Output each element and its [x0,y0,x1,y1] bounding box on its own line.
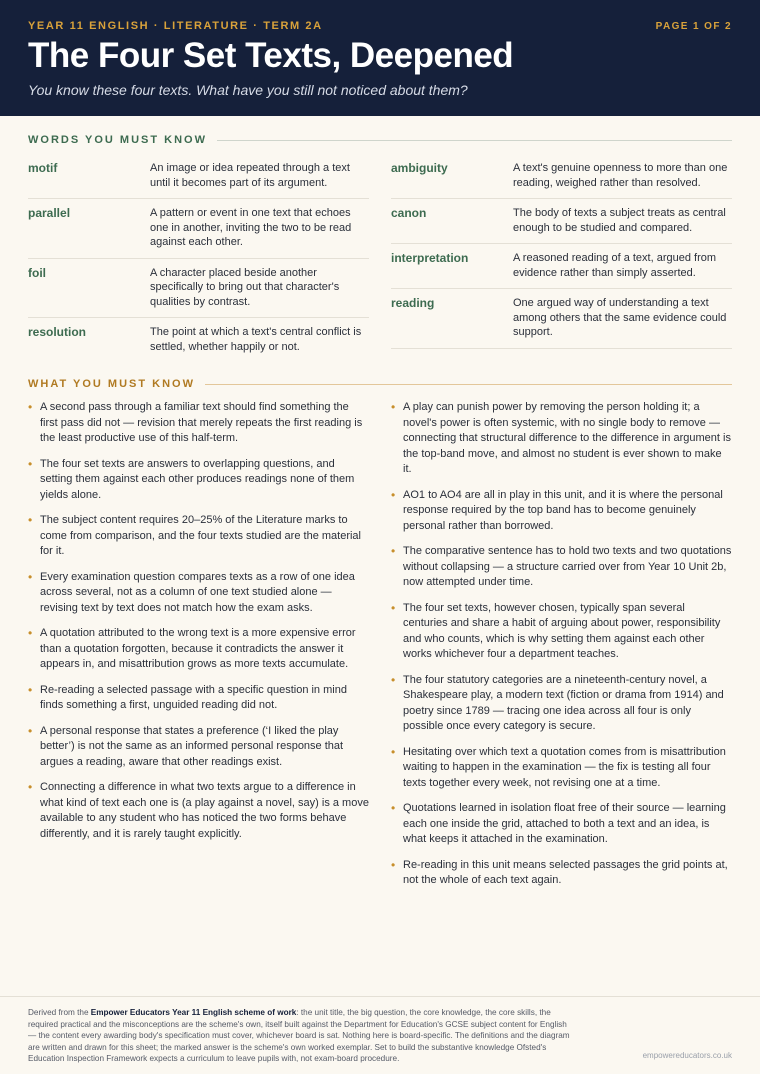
glossary-column-left [28,154,369,362]
glossary-item [391,244,732,289]
bullet-dot-icon: • [28,513,33,527]
page-number: PAGE 1 OF 2 [655,21,732,32]
knowledge-text: The subject content requires 20–25% of the Literature marks to come from comparison, and the four texts studied are the material for it. [40,514,361,557]
know-section-heading [0,378,760,390]
knowledge-point [391,488,732,535]
knowledge-text: A quotation attributed to the wrong text is a more expensive error than a quotation forgotten, because it contradicts the answer it appears in, and misattribution grows as more texts accumulate. [40,627,356,670]
glossary-definition: The body of texts a subject treats as central enough to be studied and compared. [513,207,726,234]
glossary-item [391,154,732,199]
knowledge-text: A personal response that states a preference (‘I liked the play better’) is not the same as an informed personal response that argues a reading, aware that other readings exist. [40,724,344,768]
knowledge-point [28,513,369,560]
bullet-dot-icon: • [391,672,396,687]
knowledge-point [28,724,369,771]
knowledge-text: A second pass through a familiar text should find something the first pass did not — revision that merely repeats the first reading is the least productive use of this half-term. [40,401,363,444]
knowledge-point [391,400,732,478]
knowledge-text: Re-reading a selected passage with a specific question in mind finds something a first, unguided reading did not. [40,683,347,711]
glossary-term: interpretation [391,251,469,265]
knowledge-point [28,457,369,504]
knowledge-text: Connecting a difference in what two texts argue to a difference in what kind of text each one is (a play against a novel, say) is a move available to any student who has noticed the two forms behave differently, and it is rarely taught explicitly. [40,781,369,840]
knowledge-text: The comparative sentence has to hold two texts and two quotations without collapsing — a structure carried over from Year 10 Unit 2b, now attempted under time. [403,545,732,588]
knowledge-point [391,544,732,591]
glossary-term: resolution [28,325,87,339]
knowledge-text: Re-reading in this unit means selected passages the grid points at, not the whole of each text again. [403,858,728,886]
bullet-dot-icon: • [28,682,33,697]
glossary-term: ambiguity [391,161,448,175]
knowledge-point [28,626,369,673]
glossary-term: parallel [28,206,71,220]
bullet-dot-icon: • [391,744,396,759]
bullet-dot-icon: • [391,801,396,815]
bullet-dot-icon: • [28,400,33,414]
glossary-term: foil [28,265,46,280]
glossary [0,154,760,362]
glossary-term: canon [391,206,427,220]
knowledge-column-right [391,400,732,899]
source-note [28,1007,573,1065]
knowledge-point [391,858,732,889]
knowledge-point [28,683,369,714]
glossary-term: reading [391,296,435,310]
knowledge-text: The four set texts are answers to overlapping questions, and setting them against each other produces readings none of them yields alone. [40,457,355,501]
glossary-definition: A reasoned reading of a text, argued from evidence rather than simply asserted. [513,252,717,279]
bullet-dot-icon: • [28,626,33,640]
site-url: empowereducators.co.uk [642,1051,732,1060]
knowledge-point [28,570,369,617]
knowledge-text: Quotations learned in isolation float free of their source — learning each one inside the grid, attached to both a text and an idea, is what keeps it attached in the examination. [403,802,726,845]
page-header [0,0,760,116]
bullet-dot-icon: • [391,487,396,502]
bullet-dot-icon: • [28,723,33,738]
knowledge-point [391,801,732,848]
knowledge-text: The four statutory categories are a nineteenth-century novel, a Shakespeare play, a modern text (fiction or drama from 1914) and poetry since 1789 — tracing one idea across all four is only possible once every category is secure. [403,673,724,732]
section-divider [205,384,732,385]
glossary-definition: One argued way of understanding a text among others that the same evidence could support. [513,297,727,338]
knowledge-point [391,601,732,663]
bullet-dot-icon: • [391,400,396,414]
page-subtitle: You know these four texts. What have you still not noticed about them? [28,82,468,98]
section-divider [217,140,732,141]
glossary-definition: A pattern or event in one text that echoes one in another, inviting the two to be read against each other. [150,207,352,248]
knowledge-point [28,780,369,842]
knowledge-text: Every examination question compares texts as a row of one idea across several, not as a column of one text studied alone — revising text by text does not match how the exam asks. [40,570,355,614]
source-note-body: : the unit title, the big question, the core knowledge, the core skills, the required practical and the misconceptions are the scheme's own, itself built against the Department for Education's GCSE subject content for English — the content every awarding body's specification must cover, whichever board is sat. Nothing here is board-specific. The definitions and the diagram are written and drawn for this sheet; the marked answer is the scheme's own worked exemplar. Set to build the substantive knowledge Ofsted's Education Inspection Framework expects a curriculum to leave pupils with, not exam-board procedure. [28,1008,570,1063]
bullet-dot-icon: • [391,857,396,872]
glossary-item [28,318,369,362]
glossary-definition: The point at which a text's central conflict is settled, whether happily or not. [150,326,362,353]
knowledge-text: The four set texts, however chosen, typically span several centuries and share a habit of arguing about power, responsibility and who counts, which is why setting them against each other works whichever four a department teaches. [403,601,721,660]
glossary-definition: A character placed beside another specifically to bring out that character's qualities by contrast. [150,266,340,308]
bullet-dot-icon: • [391,544,396,558]
knowledge-point [391,673,732,735]
glossary-definition: A text's genuine openness to more than one reading, weighed rather than resolved. [513,162,728,189]
knowledge-text: AO1 to AO4 are all in play in this unit, and it is where the personal response required by the top band has to become genuinely personal rather than borrowed. [403,488,723,532]
words-section-heading [0,134,760,146]
words-heading-text: WORDS YOU MUST KNOW [28,134,207,146]
know-heading-text: WHAT YOU MUST KNOW [28,378,195,390]
unit-eyebrow: YEAR 11 ENGLISH · LITERATURE · TERM 2A [28,20,323,32]
knowledge-point [391,745,732,792]
knowledge-text: A play can punish power by removing the person holding it; a novel's power is often systemic, with no single body to remove — connecting that structural difference to the difference in argument is the top-band move, and almost no student is ever shown to make it. [403,401,731,475]
glossary-item [28,259,369,319]
page-title: The Four Set Texts, Deepened [28,36,514,75]
knowledge-list [0,400,760,899]
source-title: Empower Educators Year 11 English scheme of work [90,1008,297,1017]
bullet-dot-icon: • [28,569,33,584]
bullet-dot-icon: • [28,780,33,794]
glossary-item [391,289,732,349]
knowledge-text: Hesitating over which text a quotation comes from is misattribution waiting to happen in the examination — the fix is testing all four texts together every week, not revising one at a time. [403,745,726,789]
glossary-definition: An image or idea repeated through a text until it becomes part of its argument. [150,162,350,189]
glossary-term: motif [28,161,58,175]
bullet-dot-icon: • [28,456,33,471]
glossary-item [391,199,732,244]
glossary-item [28,154,369,199]
page-footer [0,996,760,1074]
glossary-item [28,199,369,259]
knowledge-column-left [28,400,369,899]
knowledge-point [28,400,369,447]
glossary-column-right [391,154,732,362]
bullet-dot-icon: • [391,600,396,615]
source-note-lead: Derived from the [28,1008,91,1017]
